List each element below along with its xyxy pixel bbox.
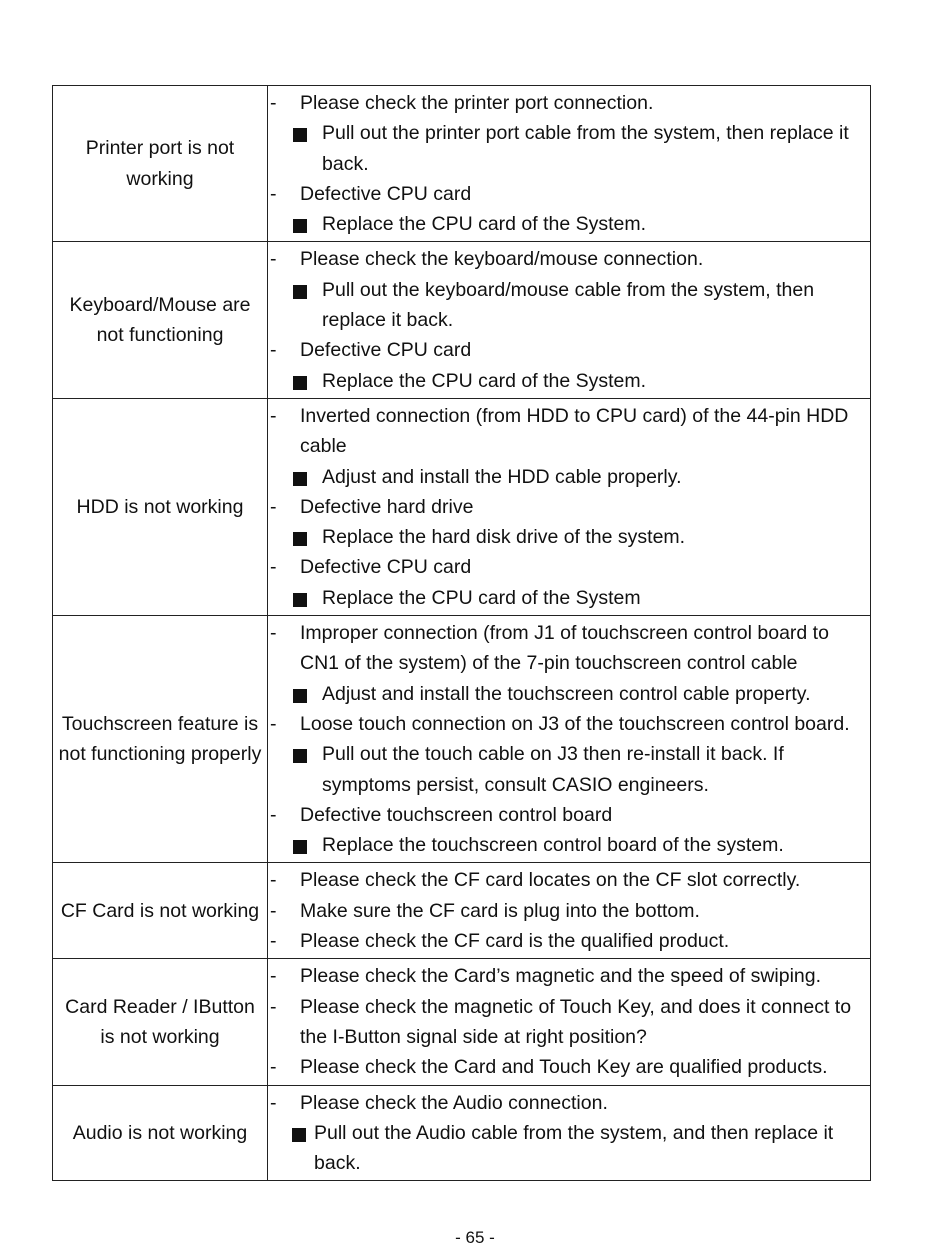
fix-text: Pull out the touch cable on J3 then re-install it back. If symptoms persist, consult CASIO engineers. (322, 743, 784, 796)
cause-text: Please check the Card and Touch Key are qualified products. (300, 1056, 828, 1079)
cause-item (268, 961, 870, 991)
symptom-line: Keyboard/Mouse are (69, 293, 251, 316)
fix-item (268, 209, 870, 239)
cause-text: Please check the Audio connection. (300, 1091, 608, 1114)
dash-bullet: - (270, 712, 277, 735)
table-row (53, 1085, 871, 1181)
square-bullet-icon (292, 1128, 306, 1142)
fix-text: Replace the touchscreen control board of the system. (322, 834, 784, 857)
dash-bullet: - (270, 1056, 277, 1079)
fix-text: Adjust and install the touchscreen control cable property. (322, 682, 811, 705)
square-bullet-icon (293, 128, 307, 142)
fix-text: Replace the CPU card of the System. (322, 213, 647, 236)
fix-text: Replace the CPU card of the System. (322, 369, 647, 392)
dash-bullet: - (270, 339, 277, 362)
cause-item (268, 926, 870, 956)
fix-text: Adjust and install the HDD cable properly. (322, 465, 682, 488)
table-row (53, 863, 871, 959)
symptom-cell (53, 863, 268, 959)
actions-cell (268, 86, 871, 242)
dash-bullet: - (270, 995, 277, 1018)
cause-text: Inverted connection (from HDD to CPU card) of the 44-pin HDD cable (300, 404, 849, 458)
cause-text: Make sure the CF card is plug into the bottom. (300, 899, 700, 922)
dash-bullet: - (270, 965, 277, 988)
cause-item (268, 401, 870, 462)
cause-item (268, 1052, 870, 1082)
square-bullet-icon (293, 472, 307, 486)
fix-item (268, 583, 870, 613)
fix-item (268, 830, 870, 860)
actions-cell (268, 398, 871, 615)
fix-item (268, 522, 870, 552)
dash-bullet: - (270, 495, 277, 518)
cause-item (268, 492, 870, 522)
fix-item (268, 739, 870, 800)
symptom-line: Card Reader / IButton (65, 995, 255, 1018)
troubleshooting-table (52, 85, 871, 1181)
dash-bullet: - (270, 803, 277, 826)
symptom-line: is not working (100, 1025, 220, 1048)
page-number: - 65 - (455, 1228, 495, 1247)
cause-item (268, 335, 870, 365)
actions-cell (268, 1085, 871, 1181)
square-bullet-icon (293, 285, 307, 299)
cause-item (268, 1088, 870, 1118)
fix-text: Pull out the printer port cable from the system, then replace it back. (322, 122, 849, 175)
cause-item (268, 618, 870, 679)
symptom-cell (53, 242, 268, 398)
symptom-line: Touchscreen feature is (61, 712, 259, 735)
cause-text: Please check the CF card is the qualified product. (300, 930, 730, 953)
symptom-line: not functioning (96, 324, 224, 347)
table-row (53, 86, 871, 242)
cause-item (268, 896, 870, 926)
dash-bullet: - (270, 248, 277, 271)
fix-item (268, 118, 870, 179)
fix-text: Pull out the Audio cable from the system, and then replace it back. (314, 1121, 834, 1175)
square-bullet-icon (293, 376, 307, 390)
symptom-line: Printer port is not (85, 137, 235, 160)
symptom-cell (53, 1085, 268, 1181)
actions-cell (268, 863, 871, 959)
actions-cell (268, 616, 871, 863)
cause-item (268, 800, 870, 830)
actions-cell (268, 242, 871, 398)
symptom-line: HDD is not working (76, 495, 244, 518)
symptom-cell (53, 398, 268, 615)
cause-item (268, 552, 870, 582)
dash-bullet: - (270, 1091, 277, 1114)
symptom-cell (53, 959, 268, 1085)
symptom-line: CF Card is not working (60, 899, 260, 922)
dash-bullet: - (270, 556, 277, 579)
cause-text: Improper connection (from J1 of touchscreen control board to CN1 of the system) of the 7-pin touchscreen control cable (300, 622, 829, 675)
fix-item (268, 366, 870, 396)
dash-bullet: - (270, 869, 277, 892)
cause-text: Please check the keyboard/mouse connection. (300, 248, 704, 271)
square-bullet-icon (293, 593, 307, 607)
table-row (53, 242, 871, 398)
cause-item (268, 992, 870, 1053)
fix-text: Replace the CPU card of the System (322, 586, 641, 609)
fix-item (268, 275, 870, 336)
fix-item (268, 462, 870, 492)
symptom-line: Audio is not working (72, 1121, 248, 1144)
fix-text: Replace the hard disk drive of the system. (322, 526, 686, 549)
square-bullet-icon (293, 219, 307, 233)
symptom-cell (53, 86, 268, 242)
fix-item (268, 1118, 870, 1179)
dash-bullet: - (270, 899, 277, 922)
cause-text: Defective CPU card (300, 182, 472, 205)
symptom-line: working (126, 167, 194, 190)
dash-bullet: - (270, 404, 277, 427)
dash-bullet: - (270, 930, 277, 953)
actions-cell (268, 959, 871, 1085)
cause-text: Defective touchscreen control board (300, 803, 613, 826)
dash-bullet: - (270, 622, 277, 645)
cause-text: Loose touch connection on J3 of the touchscreen control board. (300, 712, 850, 735)
cause-text: Defective hard drive (300, 495, 474, 518)
cause-item (268, 865, 870, 895)
cause-item (268, 88, 870, 118)
dash-bullet: - (270, 92, 277, 114)
cause-item (268, 244, 870, 274)
cause-text: Please check the Card’s magnetic and the speed of swiping. (300, 965, 822, 988)
symptom-line: not functioning properly (58, 743, 262, 766)
square-bullet-icon (293, 749, 307, 763)
square-bullet-icon (293, 689, 307, 703)
table-row (53, 398, 871, 615)
cause-text: Please check the printer port connection. (300, 92, 654, 114)
table-row (53, 959, 871, 1085)
fix-item (268, 679, 870, 709)
square-bullet-icon (293, 532, 307, 546)
cause-text: Defective CPU card (300, 556, 472, 579)
cause-item (268, 179, 870, 209)
table-row (53, 616, 871, 863)
fix-text: Pull out the keyboard/mouse cable from the system, then replace it back. (322, 278, 815, 332)
dash-bullet: - (270, 182, 277, 205)
cause-text: Please check the magnetic of Touch Key, and does it connect to the I-Button signal side at right position? (300, 995, 852, 1048)
cause-text: Please check the CF card locates on the CF slot correctly. (300, 869, 801, 892)
square-bullet-icon (293, 840, 307, 854)
symptom-cell (53, 616, 268, 863)
cause-text: Defective CPU card (300, 339, 472, 362)
cause-item (268, 709, 870, 739)
